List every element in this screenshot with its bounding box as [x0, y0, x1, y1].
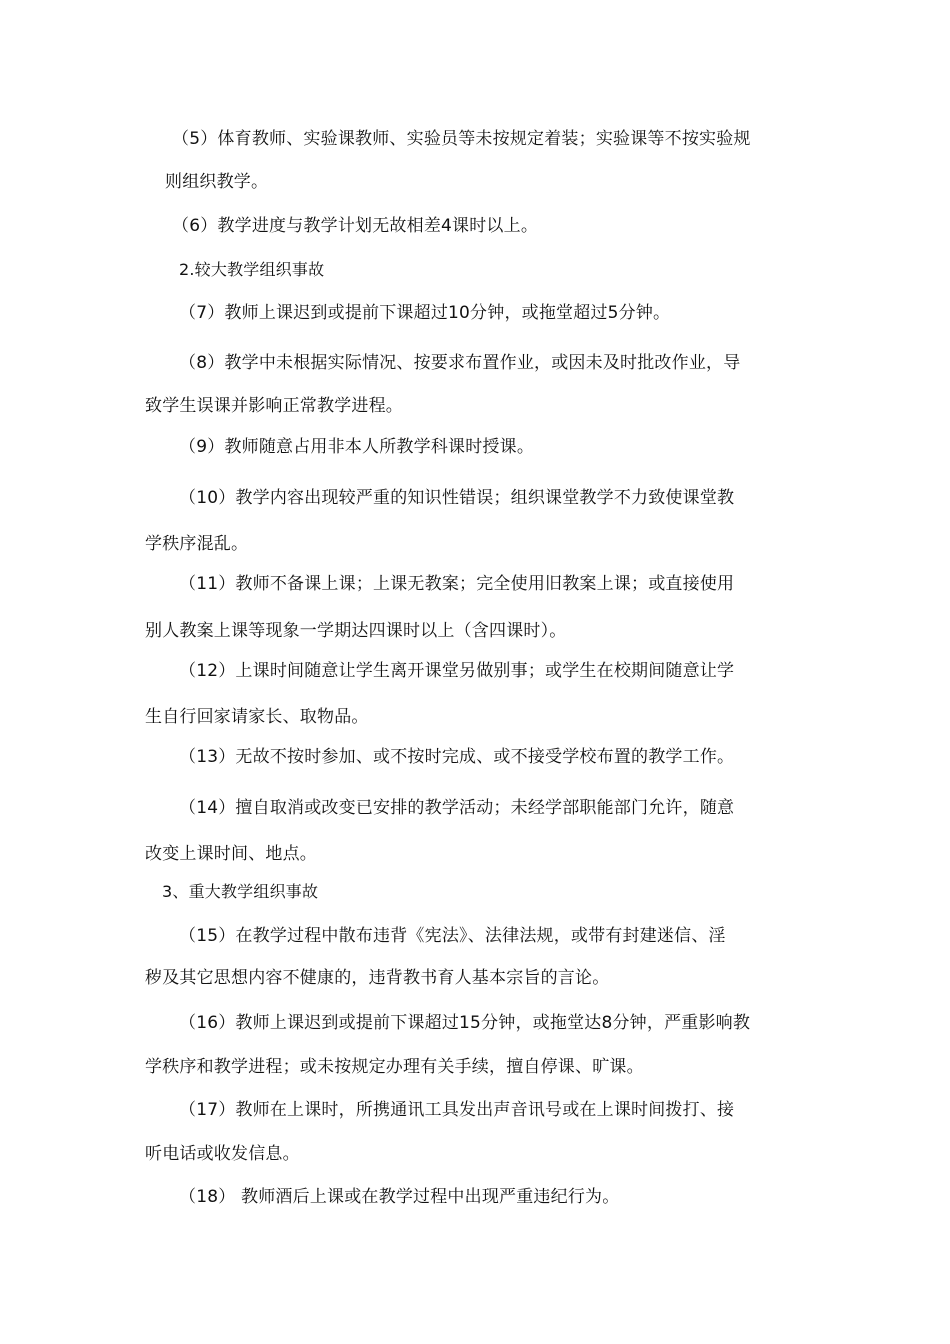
item-17-line-2: 听电话或收发信息。 [145, 1144, 300, 1164]
item-12-line-2: 生自行回家请家长、取物品。 [145, 707, 369, 727]
item-16-line-1: （16）教师上课迟到或提前下课超过15分钟，或拖堂达8分钟，严重影响教 [179, 1013, 751, 1033]
item-17-line-1: （17）教师在上课时，所携通讯工具发出声音讯号或在上课时间拨打、接 [179, 1100, 735, 1120]
item-15-line-1: （15）在教学过程中散布违背《宪法》、法律法规，或带有封建迷信、淫 [179, 926, 726, 946]
item-6: （6）教学进度与教学计划无故相差4课时以上。 [172, 216, 539, 236]
section-heading-major: 2.较大教学组织事故 [179, 260, 325, 279]
item-18: （18） 教师酒后上课或在教学过程中出现严重违纪行为。 [179, 1187, 620, 1207]
item-8-line-2: 致学生误课并影响正常教学进程。 [145, 396, 403, 416]
item-13: （13）无故不按时参加、或不按时完成、或不接受学校布置的教学工作。 [179, 747, 735, 767]
item-11-line-1: （11）教师不备课上课；上课无教案；完全使用旧教案上课；或直接使用 [179, 574, 735, 594]
item-9: （9）教师随意占用非本人所教学科课时授课。 [179, 437, 535, 457]
item-14-line-2: 改变上课时间、地点。 [145, 844, 317, 864]
item-14-line-1: （14）擅自取消或改变已安排的教学活动；未经学部职能部门允许，随意 [179, 798, 735, 818]
item-16-line-2: 学秩序和教学进程；或未按规定办理有关手续，擅自停课、旷课。 [145, 1057, 644, 1077]
section-heading-serious: 3、重大教学组织事故 [162, 882, 319, 901]
item-15-line-2: 秽及其它思想内容不健康的，违背教书育人基本宗旨的言论。 [145, 968, 610, 988]
item-12-line-1: （12）上课时间随意让学生离开课堂另做别事；或学生在校期间随意让学 [179, 661, 735, 681]
item-5-line-1: （5）体育教师、实验课教师、实验员等未按规定着装；实验课等不按实验规 [172, 129, 751, 149]
item-5-line-2: 则组织教学。 [165, 172, 269, 192]
item-10-line-2: 学秩序混乱。 [145, 534, 249, 554]
item-7: （7）教师上课迟到或提前下课超过10分钟，或拖堂超过5分钟。 [179, 303, 671, 323]
item-11-line-2: 别人教案上课等现象一学期达四课时以上（含四课时）。 [145, 621, 567, 641]
item-8-line-1: （8）教学中未根据实际情况、按要求布置作业，或因未及时批改作业，导 [179, 353, 741, 373]
item-10-line-1: （10）教学内容出现较严重的知识性错误；组织课堂教学不力致使课堂教 [179, 488, 735, 508]
